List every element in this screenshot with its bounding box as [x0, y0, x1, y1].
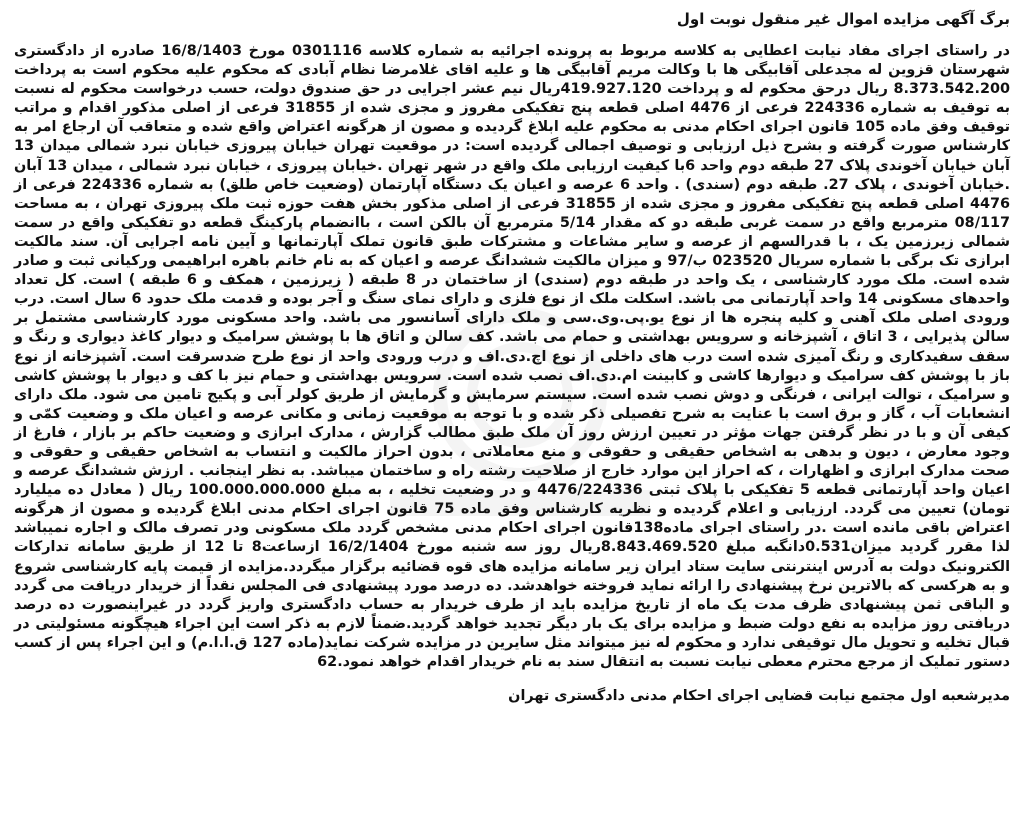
notice-title: برگ آگهی مزایده اموال غیر منقول نوبت اول — [676, 10, 1010, 28]
notice-signature: مدیرشعبه اول مجتمع نیابت قضایی اجرای احکام مدنی دادگستری تهران — [508, 688, 1010, 705]
notice-body: در راستای اجرای مفاد نیابت اعطایی به کلاسه مربوط به پرونده اجرائیه به شماره کلاسه 0301116 مورخ 16/8/1403 صادره از دادگستری شهرستان قزوین له مجدعلی آقابیگی ها با وکالت مریم آقابیگی ها و علیه اقای غلامرضا نظام آبادی که محکوم علیه محکوم است به پرداخت 8.373.542.200 ریال درحق محکوم له و پرداخت 419.927.120ریال نیم عشر اجرایی در حق صندوق دولت، حسب درخواست محکوم له نسبت به توقیف به شماره 224336 فرعی از 4476 اصلی قطعه پنج تفکیکی مفروز و مجزی شده از 31855 فرعی از اصلی مذکور اقدام و مراتب توقیف وفق ماده 105 قانون اجرای احکام مدنی به محکوم علیه ابلاغ گردیده و مصون از هرگونه اعتراض واقع شده و متعاقب آن ارجاع امر به کارشناس صورت گرفته و بشرح ذیل ارزیابی و توصیف اجمالی گردیده است: در موقعیت تهران خیابان پیروزی خیابان نبرد شمالی میدان 13 آبان خیابان آخوندی پلاک 27 طبقه دوم واحد 6با کیفیت ارزیابی ملک واقع در شهر تهران .خیابان پیروزی ، خیابان نبرد شمالی ، میدان 13 آبان .خیابان آخوندی ، پلاک 27. طبقه دوم (سندی) . واحد 6 عرصه و اعیان یک دستگاه آپارتمان (وضعیت خاص طلق) به شماره 224336 فرعی از 4476 اصلی قطعه پنج تفکیکی مفروز و مجزی شده از 31855 فرعی از اصلی مذکور بخش هفت حوزه ثبت ملک پیروزی تهران ، به مساحت 08/117 مترمربع واقع در سمت غربی طبقه دو که مقدار 5/14 مترمربع آن بالکن است ، باانضمام پارکینگ قطعه دو تفکیکی واقع در سمت شمالی زیرزمین یک ، با قدرالسهم از عرصه و سایر مشاعات و مشترکات طبق قانون تملک آپارتمانها و آیین نامه اجرایی آن. سند مالکیت ابرازی تک برگی با شماره سریال 023520 ب/97 و میزان مالکیت ششدانگ عرصه و اعیان که به نام خانم باهره ابراهیمی ورکیانی ثبت و صادر شده است. ملک مورد کارشناسی ، یک واحد در طبقه دوم (سندی) از ساختمان در 8 طبقه ( زیرزمین ، همکف و 6 طبقه ) است. کل تعداد واحدهای مسکونی 14 واحد آپارتمانی می باشد. اسکلت ملک از نوع فلزی و دارای نمای سنگ و آجر بوده و قدمت ملک حدود 6 سال است. درب ورودی اصلی ملک آهنی و کلیه پنجره ها از نوع یو.پی.وی.سی و ملک دارای آسانسور می باشد. واحد مسکونی مورد کارشناسی مشتمل بر سالن پذیرایی ، 3 اتاق ، آشپزخانه و سرویس بهداشتی و حمام می باشد. کف سالن و اتاق ها با پوشش سرامیک و دیوار کاغذ دیواری و رنگ و سقف سفیدکاری و رنگ آمیزی شده است درب های داخلی از نوع اچ.دی.اف و درب ورودی واحد از نوع طرح ضدسرقت است. آشپزخانه از نوع باز با پوشش کف سرامیک و دیوارها کاشی و کابینت ام.دی.اف نصب شده است. سرویس بهداشتی و حمام نیز با کف و دیوار با پوشش کاشی و سرامیک ، توالت ایرانی ، فرنگی و دوش نصب شده است. سیستم سرمایش و گرمایش از طریق کولر آبی و پکیج تامین می شود. ملک دارای انشعابات آب ، گاز و برق است با عنایت به شرح تفصیلی ذکر شده و با توجه به موقعیت زمانی و مکانی عرصه و اعیان ملک و وضعیت کمّی و کیفی آن و با در نظر گرفتن جهات مؤثر در تعیین ارزش روز آن ملک طبق مطالب گزارش ، مدارک ابرازی و وضعیت حاکم بر بازار ، فارغ از وجود معارض ، دیون و بدهی به اشخاص حقیقی و حقوقی و منع معاملاتی ، بدون احراز مالکیت و انتساب به اشخاص حقیقی و حقوقی و صحت مدارک ابرازی و اظهارات ، که احراز این موارد خارج از صلاحیت رشته راه و ساختمان میباشد. به نظر اینجانب . ارزش ششدانگ عرصه و اعیان واحد آپارتمانی قطعه 5 تفکیکی با پلاک ثبتی 4476/224336 و در وضعیت تخلیه ، به مبلغ 100.000.000.000 ریال ( معادل ده میلیارد تومان) تعیین می گردد. ارزیابی و اعلام گردیده و نظریه کارشناس وفق ماده 75 قانون اجرای احکام مدنی ابلاغ گردیده و مصون از هرگونه اعتراض باقی مانده است .در راستای اجرای ماده138قانون اجرای احکام مدنی مشخص گردد ملک مسکونی ودر تصرف مالک و اجاره نمیباشد لذا مقرر گردید میزان0.531دانگبه مبلغ 8.843.469.520ریال روز سه شنبه مورخ 16/2/1404 ازساعت8 تا 12 از طریق سامانه تدارکات الکترونیک دولت به آدرس اینترنتی سایت ستاد ایران زیر سامانه مزایده های قوه قضائیه برگزار میگردد.مزایده از قیمت پایه کارشناسی شروع و به هرکسی که بالاترین نرخ پیشنهادی را ارائه نماید فروخته خواهدشد. ده درصد مورد پیشنهادی فی المجلس نقداً از خریدار دریافت می گردد و الباقی ثمن پیشنهادی ظرف مدت یک ماه از تاریخ مزایده باید از طرف خریدار به حساب دادگستری واریز گردد در غیراینصورت ده درصد دریافتی روز مزایده به نفع دولت ضبط و مزایده برای یک بار دیگر تجدید خواهد گردید.ضمناً لازم به ذکر است این اجراء هیچگونه مسئولیتی در قبال تخلیه و تحویل مال توقیفی ندارد و محکوم له نیز میتواند مثل سایرین در مزایده شرکت نماید(ماده 127 ق.ا.ا.م) و این اجراء پس از کسب دستور تملیک از مرجع محترم معطی نیابت نسبت به انتقال سند به نام خریدار اقدام خواهد نمود.62 — [14, 43, 1011, 670]
auction-notice — [14, 8, 1010, 706]
